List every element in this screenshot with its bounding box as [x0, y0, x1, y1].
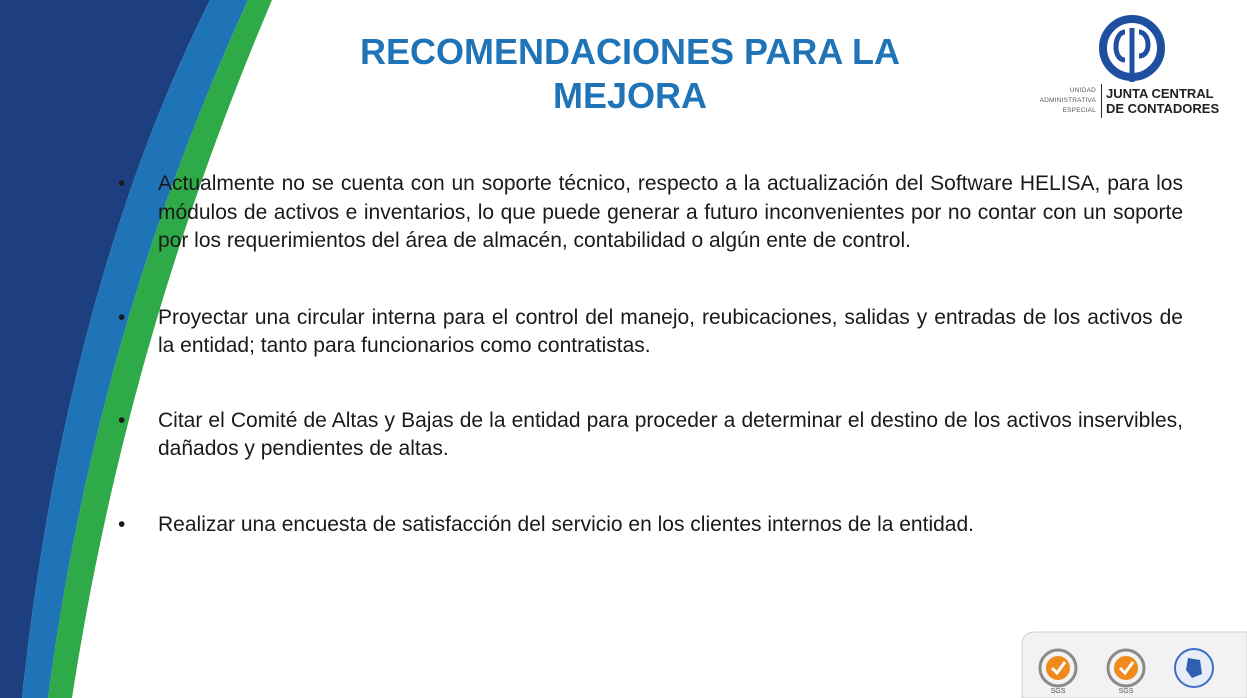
bullet-icon: • [118, 305, 126, 329]
logo-unit-caption: UNIDAD ADMINISTRATIVA ESPECIAL [1039, 87, 1096, 114]
list-item-text: Citar el Comité de Altas y Bajas de la entidad para proceder a determinar el destino de los activos inservibles, dañados y pendientes de altas. [158, 408, 1183, 460]
bullet-icon: • [118, 408, 126, 432]
cjp-monogram-icon [1030, 14, 1235, 84]
sgs-badge-2-label: SGS [1118, 688, 1134, 695]
list-item [118, 511, 1183, 540]
certification-badges [1018, 630, 1247, 698]
bullet-icon: • [118, 172, 126, 195]
list-item-text: Actualmente no se cuenta con un soporte técnico, respecto a la actualización del Software HELISA, para los módulos de activos e inventarios, lo que puede generar a futuro inconvenientes por no contar con un soporte por los requerimientos del área de almacén, contabilidad o algún ente de control. [158, 172, 1183, 252]
list-item [118, 407, 1183, 464]
junta-central-logo [1030, 14, 1235, 124]
title-line-2: MEJORA [552, 75, 708, 116]
list-item [118, 304, 1183, 361]
bullet-icon: • [118, 512, 126, 536]
colombia-seal-icon [1175, 649, 1213, 687]
slide-title [250, 30, 1010, 118]
list-item-text: Realizar una encuesta de satisfacción del servicio en los clientes internos de la entidad. [158, 512, 974, 536]
list-item [118, 170, 1183, 256]
recommendations-list [118, 170, 1183, 539]
title-line-1: RECOMENDACIONES PARA LA [359, 31, 901, 72]
list-item-text: Proyectar una circular interna para el control del manejo, reubicaciones, salidas y entradas de los activos de la entidad; tanto para funcionarios como contratistas. [158, 305, 1183, 357]
logo-divider [1101, 84, 1102, 118]
logo-entity-name: JUNTA CENTRAL DE CONTADORES [1106, 86, 1220, 116]
sgs-badge-1-label: SGS [1050, 688, 1066, 695]
